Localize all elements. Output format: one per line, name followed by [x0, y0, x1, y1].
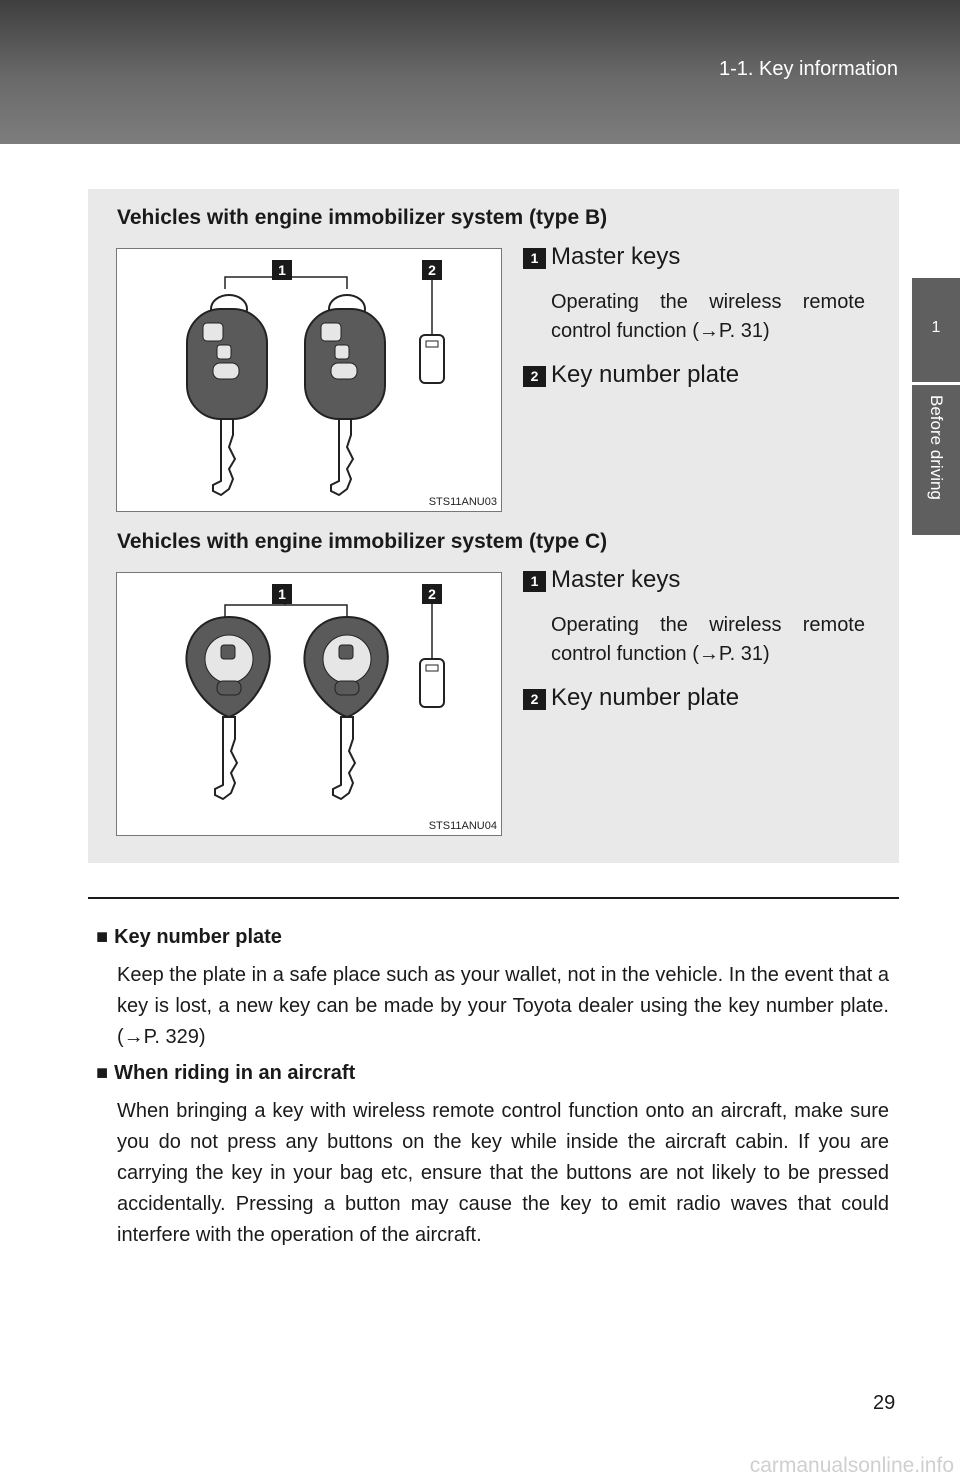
key-drawing-type-b [117, 249, 501, 511]
note-heading-key-number-plate [96, 926, 282, 949]
master-key-2 [304, 617, 387, 799]
page-number: 29 [873, 1392, 896, 1414]
callout-title-master-keys: Master keys [551, 566, 681, 593]
callout-badge-1: 1 [523, 248, 546, 269]
callout-desc-master-keys: Operating the wireless remote control function (→P. 31) [551, 614, 865, 665]
section-title-type-c: Vehicles with engine immobilizer system (type C) [117, 530, 608, 553]
key-illustration-type-b [116, 248, 502, 512]
figure-label-2: 2 [422, 260, 442, 280]
callout-desc-master-keys: Operating the wireless remote control function (→P. 31) [551, 291, 865, 342]
callout-title-key-number-plate: Key number plate [551, 361, 740, 388]
key-number-plate [420, 659, 444, 707]
section-header-title: 1-1. Key information [719, 58, 898, 80]
bullet-square-icon: ■ [96, 926, 109, 948]
watermark: carmanualsonline.info [749, 1454, 954, 1477]
callout-title-master-keys: Master keys [551, 243, 681, 270]
bullet-square-icon: ■ [96, 1062, 109, 1084]
master-key-1 [187, 295, 267, 495]
note-body-aircraft: When bringing a key with wireless remote control function onto an aircraft, make sure you do not press any buttons on the key while inside the aircraft cabin. If you are carrying the key in your bag etc, ensure that the buttons are not likely to be pressed accidentally. Pressing a button may cause the key to emit radio waves that could interfere with the operation of the aircraft. [117, 1100, 889, 1246]
figure-label-2: 2 [422, 584, 442, 604]
section-title-type-b: Vehicles with engine immobilizer system (type B) [117, 206, 608, 229]
note-heading-aircraft [96, 1062, 355, 1085]
key-number-plate [420, 335, 444, 383]
master-key-2 [305, 295, 385, 495]
key-illustration-type-c [116, 572, 502, 836]
figure-label-1: 1 [272, 584, 292, 604]
figure-code: STS11ANU04 [428, 820, 497, 832]
callout-title-key-number-plate: Key number plate [551, 684, 740, 711]
callout-badge-2: 2 [523, 689, 546, 710]
chapter-tab-label[interactable] [912, 385, 960, 535]
note-body-key-number-plate: Keep the plate in a safe place such as your wallet, not in the vehicle. In the event that a key is lost, a new key can be made by your Toyota dealer using the key number plate. (→P. 329) [117, 964, 889, 1048]
chapter-tab-label-text: Before driving [927, 395, 946, 500]
master-key-1 [186, 617, 269, 799]
section-divider [88, 897, 899, 899]
note-heading-text: Key number plate [114, 926, 282, 948]
callout-badge-2: 2 [523, 366, 546, 387]
page-header [0, 0, 960, 144]
figure-code: STS11ANU03 [428, 496, 497, 508]
chapter-tab-number[interactable]: 1 [912, 278, 960, 382]
callout-badge-1: 1 [523, 571, 546, 592]
note-heading-text: When riding in an aircraft [114, 1062, 356, 1084]
figure-label-1: 1 [272, 260, 292, 280]
key-drawing-type-c [117, 573, 501, 835]
